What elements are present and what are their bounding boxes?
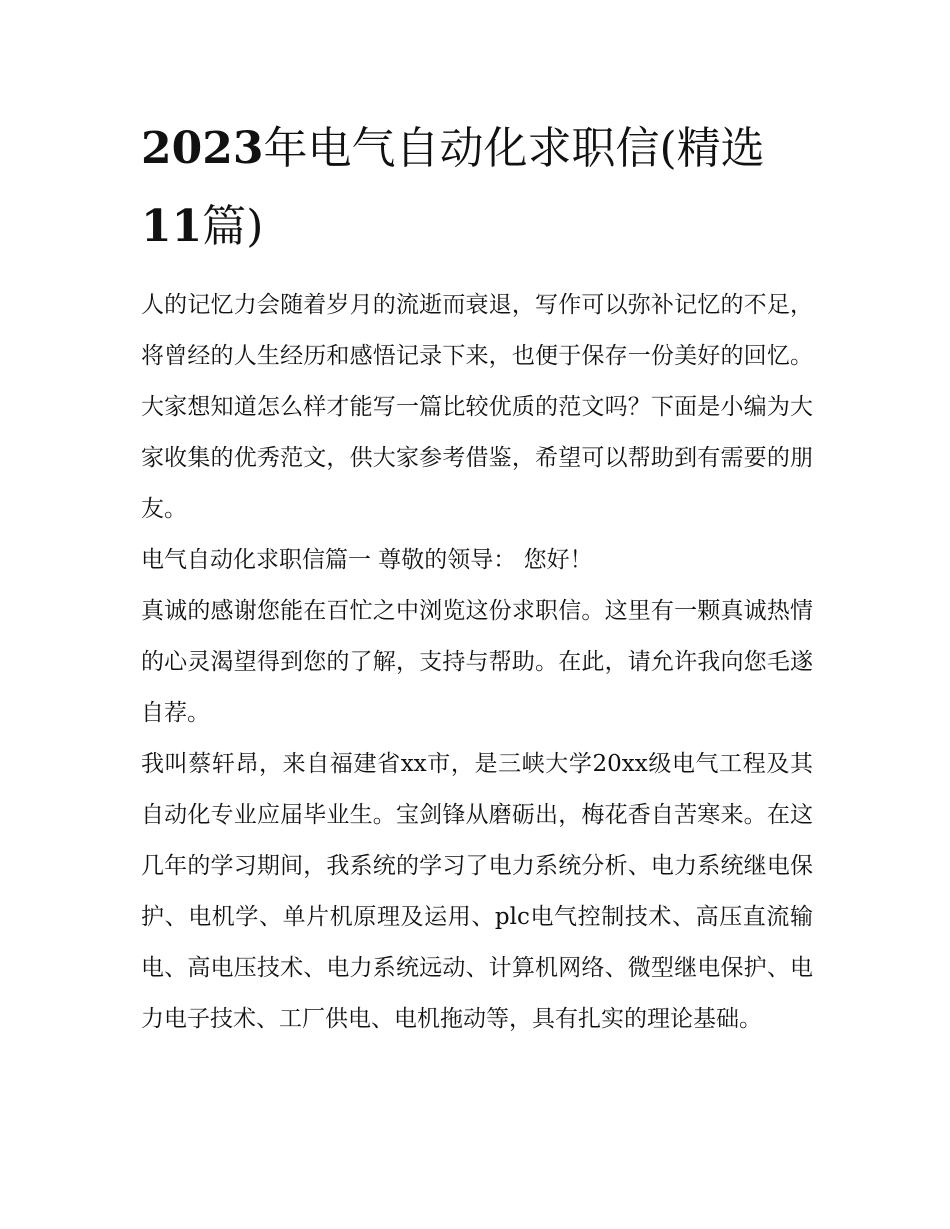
letter-body-paragraph: 我叫蔡轩昂，来自福建省xx市，是三峡大学20xx级电气工程及其自动化专业应届毕业生。宝剑锋从磨砺出，梅花香自苦寒来。在这几年的学习期间，我系统的学习了电力系统分析、电力系统继电保护、电机学、单片机原理及运用、plc电气控制技术、高压直流输电、高电压技术、电力系统远动、计算机网络、微型继电保护、电力电子技术、工厂供电、电机拖动等，具有扎实的理论基础。: [141, 751, 813, 1032]
intro-paragraph: 人的记忆力会随着岁月的流逝而衰退，写作可以弥补记忆的不足，将曾经的人生经历和感悟记录下来，也便于保存一份美好的回忆。大家想知道怎么样才能写一篇比较优质的范文吗？下面是小编为大家收集的优秀范文，供大家参考借鉴，希望可以帮助到有需要的朋友。: [141, 292, 813, 522]
title-part: 年电气自动化求职信(精选: [263, 123, 765, 174]
title-part: 11: [141, 201, 203, 252]
title-part: 2023: [141, 123, 264, 174]
document-page: [141, 110, 813, 1045]
document-title: [141, 110, 813, 266]
letter-greeting-paragraph: 电气自动化求职信篇一 尊敬的领导： 您好！: [141, 547, 593, 573]
title-part: 篇): [202, 201, 264, 252]
letter-opening-paragraph: 真诚的感谢您能在百忙之中浏览这份求职信。这里有一颗真诚热情的心灵渴望得到您的了解，支持与帮助。在此，请允许我向您毛遂自荐。: [141, 598, 813, 726]
